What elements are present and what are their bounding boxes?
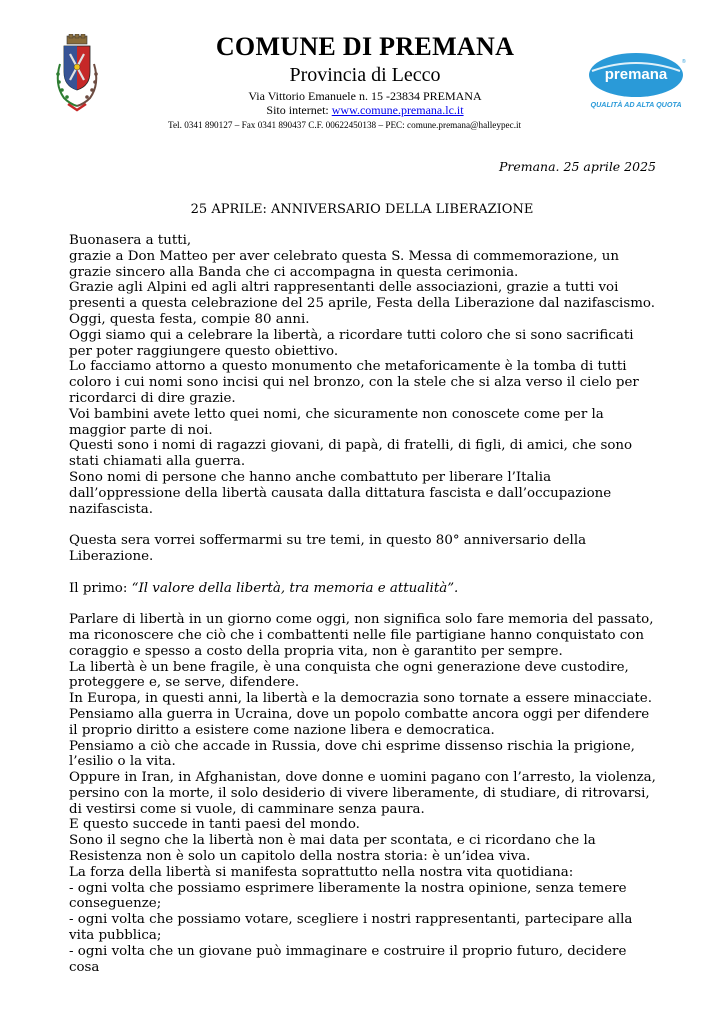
- premana-logo: [586, 49, 690, 111]
- svg-text:®: ®: [682, 59, 686, 65]
- paragraph: Oggi, questa festa, compie 80 anni.: [69, 311, 310, 327]
- paragraph: Buonasera a tutti,: [69, 233, 192, 248]
- paragraph: Grazie agli Alpini ed agli altri rappresentanti delle associazioni, grazie a tutti voi presenti a questa celebrazione del 25 aprile, Festa della Liberazione dal nazifascismo.: [69, 280, 655, 312]
- list-item: - ogni volta che possiamo esprimere liberamente la nostra opinione, senza temere conseguenze;: [69, 880, 627, 912]
- coat-of-arms-icon: [50, 34, 104, 114]
- paragraph: Oppure in Iran, in Afghanistan, dove donne e uomini pagano con l’arresto, la violenza, persino con la morte, il solo desiderio di vivere liberamente, di studiare, di ritrovarsi, di vestirsi come si vuole, di camminare senza paura.: [69, 770, 656, 817]
- paragraph: Oggi siamo qui a celebrare la libertà, a ricordare tutti coloro che si sono sacrificati per poter raggiungere questo obiettivo.: [69, 327, 634, 359]
- paragraph: In Europa, in questi anni, la libertà e la democrazia sono tornate a essere minacciate.: [69, 691, 652, 707]
- paragraph: Sono il segno che la libertà non è mai data per scontata, e ci ricordano che la Resistenza non è solo un capitolo della nostra storia: è un’idea viva.: [69, 833, 596, 865]
- first-theme: [69, 581, 659, 597]
- website-label: Sito internet:: [266, 103, 332, 117]
- paragraph: Voi bambini avete letto quei nomi, che sicuramente non conoscete come per la maggior parte di noi.: [69, 406, 604, 438]
- address-line: Via Vittorio Emanuele n. 15 -23834 PREMANA: [248, 89, 482, 103]
- province-name: Provincia di Lecco: [289, 64, 441, 86]
- speech-body: [69, 233, 659, 975]
- paragraph: Questi sono i nomi di ragazzi giovani, di papà, di fratelli, di figli, di amici, che sono stati chiamati alla guerra.: [69, 438, 633, 470]
- paragraph: Pensiamo alla guerra in Ucraina, dove un popolo combatte ancora oggi per difendere il proprio diritto a esistere come nazione libera e democratica.: [69, 706, 650, 738]
- website-line: [150, 103, 580, 118]
- paragraph: E questo succede in tanti paesi del mondo.: [69, 817, 360, 833]
- paragraph: Parlare di libertà in un giorno come oggi, non significa solo fare memoria del passato, ma riconoscere che ciò che i combattenti nelle file partigiane hanno conquistato con coraggio e spesso a costo della propria vita, non è garantito per sempre.: [69, 612, 654, 659]
- website-link[interactable]: www.comune.premana.lc.it: [331, 103, 464, 117]
- themes-intro: Questa sera vorrei soffermarmi su tre temi, in questo 80° anniversario della Liberazione.: [69, 533, 587, 564]
- paragraph: grazie a Don Matteo per aver celebrato questa S. Messa di commemorazione, un grazie sincero alla Banda che ci accompagna in questa cerimonia.: [69, 248, 619, 280]
- first-theme-label: Il primo:: [69, 580, 132, 596]
- speech-subject: 25 APRILE: ANNIVERSARIO DELLA LIBERAZIONE: [190, 202, 534, 217]
- paragraph: La libertà è un bene fragile, è una conquista che ogni generazione deve custodire, proteggere e, se serve, difendere.: [69, 659, 629, 691]
- list-item: - ogni volta che possiamo votare, scegliere i nostri rappresentanti, partecipare alla vita pubblica;: [69, 912, 633, 944]
- paragraph: Pensiamo a ciò che accade in Russia, dove chi esprime dissenso rischia la prigione, l’esilio o la vita.: [69, 738, 635, 770]
- contact-line: Tel. 0341 890127 – Fax 0341 890437 C.F. 00622450138 – PEC: comune.premana@halleypec.it: [168, 120, 522, 130]
- first-theme-title: “Il valore della libertà, tra memoria e attualità”.: [131, 580, 459, 596]
- logo-tagline: QUALITÀ AD ALTA QUOTA: [590, 100, 682, 109]
- paragraph: La forza della libertà si manifesta soprattutto nella nostra vita quotidiana:: [69, 864, 574, 880]
- municipality-title: COMUNE DI PREMANA: [215, 32, 515, 61]
- paragraph: Lo facciamo attorno a questo monumento che metaforicamente è la tomba di tutti coloro i cui nomi sono incisi qui nel bronzo, con la stele che si alza verso il cielo per ricordarci di dire grazie.: [69, 359, 639, 406]
- list-item: - ogni volta che un giovane può immaginare e costruire il proprio futuro, decidere cosa: [69, 943, 627, 975]
- paragraph: Sono nomi di persone che hanno anche combattuto per liberare l’Italia dall’oppressione della libertà causata dalla dittatura fascista e dall’occupazione nazifascista.: [69, 469, 612, 517]
- letter-date: Premana. 25 aprile 2025: [498, 159, 656, 174]
- logo-wordmark: premana: [604, 66, 668, 83]
